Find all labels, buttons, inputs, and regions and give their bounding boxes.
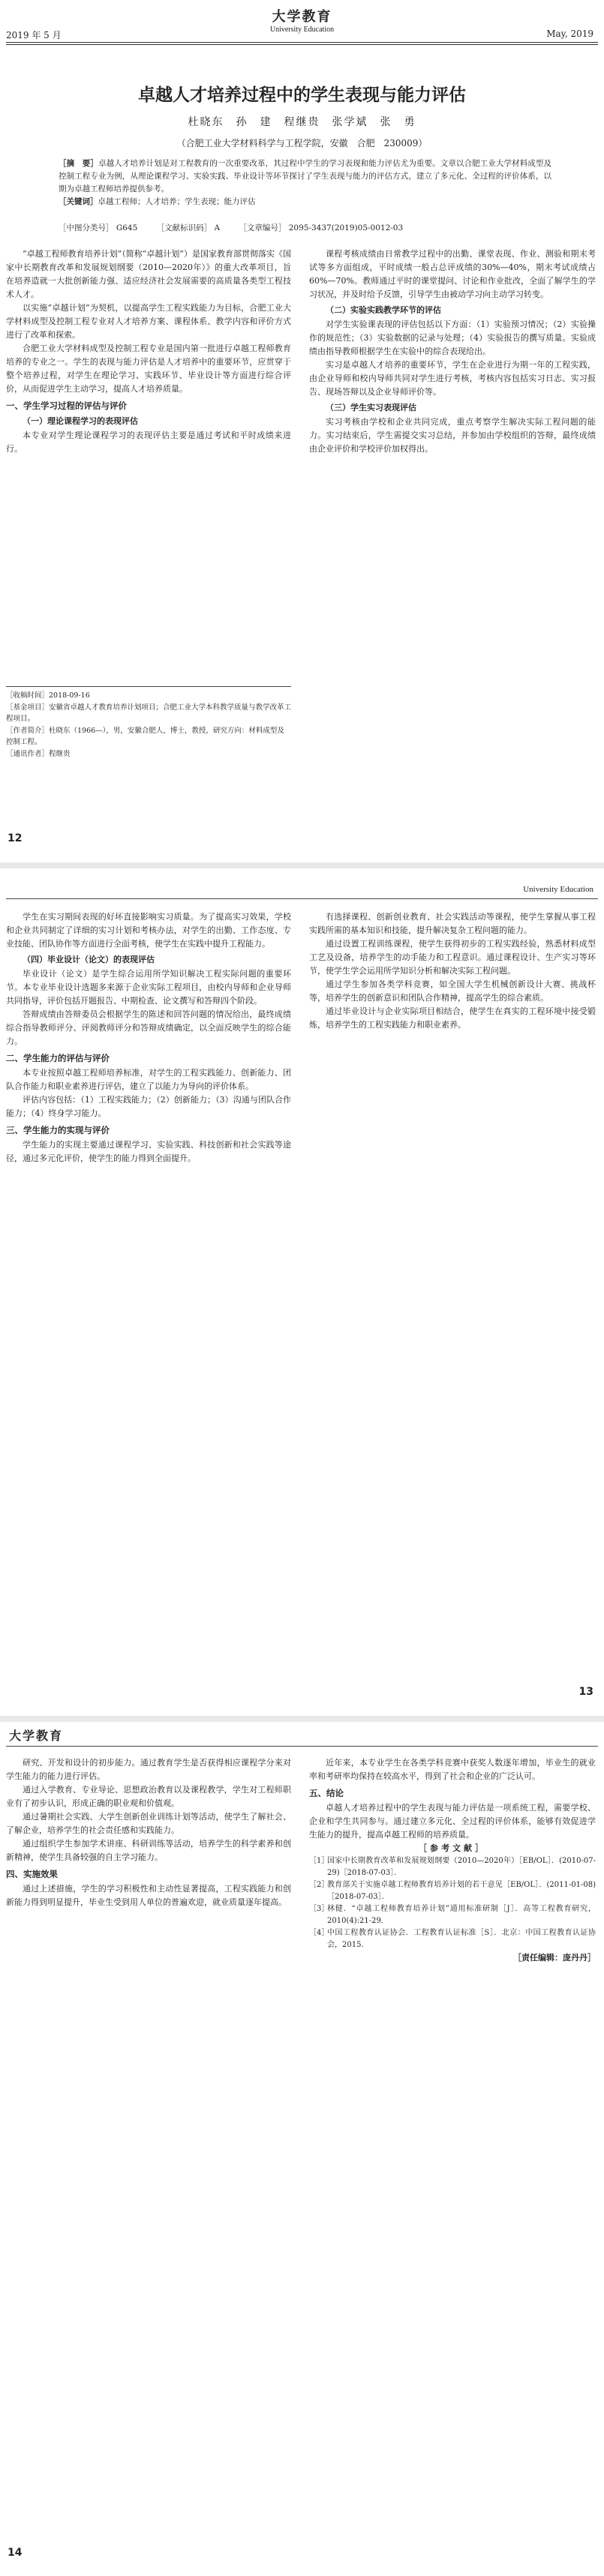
journal-logo: 大学教育 [272,9,332,25]
subsection-heading: （一）理论课程学习的表现评估 [23,416,138,426]
page-number: 14 [8,2547,23,2559]
abstract-text: 卓越人才培养计划是对工程教育的一次重要改革，其过程中学生的学习表现和能力评估尤为重要。文章以合肥工业大学材料成型及控制工程专业为例，从理论课程学习、实验实践、毕业设计等环节探讨了学生表现与能力的评估方式，建立了多元化、全过程的评价体系，以期为卓越工程师培养提供参考。 [59,159,552,193]
paragraph: 有选择课程、创新创业教育、社会实践活动等课程，使学生掌握从事工程实践所需的基本知识和技能，提升解决复杂工程问题的能力。 [309,912,596,935]
paragraph: 通过上述措施，学生的学习积极性和主动性显著提高，工程实践能力和创新能力得到明显提升，毕业生受到用人单位的普遍欢迎，就业质量逐年提高。 [6,1884,291,1907]
page3-left-column [6,1756,291,1909]
received-date: ［收稿时间］2018-09-16 [6,691,90,700]
paragraph: 通过入学教育、专业导论、思想政治教育以及课程教学，学生对工程师职业有了初步认识，形成正确的职业观和价值观。 [6,1785,291,1808]
page-number: 13 [578,1686,593,1698]
paragraph: 答辩成绩由答辩委员会根据学生的陈述和回答问题的情况给出，最终成绩综合指导教师评分、评阅教师评分和答辩成绩确定，以全面反映学生的综合能力。 [6,1009,291,1046]
page-1 [0,0,604,862]
section-heading: 三、学生能力的实现与评价 [6,1125,110,1135]
page2-left-column [6,910,291,1165]
page1-right-column [309,247,596,456]
paragraph: 本专业按照卓越工程师培养标准，对学生的工程实践能力、创新能力、团队合作能力和职业素养进行评估，建立了以能力为导向的评价体系。 [6,1068,291,1091]
section-heading: 二、学生能力的评估与评价 [6,1053,110,1063]
fund-info: ［基金项目］安徽省卓越人才教育培养计划项目；合肥工业大学本科教学质量与教学改革工程项目。 [6,703,292,723]
section-heading: 四、实施效果 [6,1869,58,1879]
page1-left-column [6,247,291,456]
reference-number: ［3］ [309,1905,329,1913]
corresponding-author: ［通讯作者］程继贵 [6,750,71,758]
reference-item [309,1927,596,1951]
clc-number: ［中图分类号］ G645 [59,223,138,232]
page-3 [0,1722,604,2576]
reference-item [309,1879,596,1903]
references-heading: ［参考文献］ [419,1843,486,1853]
paragraph: 通过学生参加各类学科竞赛，如全国大学生机械创新设计大赛、挑战杯等，培养学生的创新意识和团队合作精神，提高学生的综合素质。 [309,979,596,1003]
section-heading: 一、学生学习过程的评估与评价 [6,400,127,411]
header-rule [6,42,598,43]
responsible-editor: ［责任编辑：庞丹丹］ [513,1953,596,1963]
page-2 [0,868,604,1716]
keywords-text: 卓越工程师；人才培养；学生表现；能力评估 [98,197,256,206]
footnote [6,686,291,760]
article-title: 卓越人才培养过程中的学生表现与能力评估 [138,85,466,105]
subsection-heading: （二）实验实践教学环节的评估 [326,305,441,315]
page-header [6,882,598,899]
journal-subtitle: University Education [269,25,335,34]
paragraph: 课程考核成绩由日常教学过程中的出勤、课堂表现、作业、测验和期末考试等多方面组成，平时成绩一般占总评成绩的30%—40%，期末考试成绩占60%—70%。教师通过平时的课堂提问、讨论和作业批改，全面了解学生的学习状况，并及时给予反馈，引导学生由被动学习向主动学习转变。 [309,249,596,299]
reference-text: 中国工程教育认证协会．工程教育认证标准［S］．北京：中国工程教育认证协会，2015． [327,1929,596,1949]
article-number: ［文章编号］ 2095-3437(2019)05-0012-03 [239,223,404,232]
paragraph: 评估内容包括：（1）工程实践能力；（2）创新能力；（3）沟通与团队合作能力；（4）终身学习能力。 [6,1095,291,1118]
paragraph: 本专业对学生理论课程学习的表现评估主要是通过考试和平时成绩来进行。 [6,430,291,454]
page-number: 12 [8,832,23,844]
header-rule [6,1746,598,1747]
paragraph: 学生能力的实现主要通过课程学习、实验实践、科技创新和社会实践等途径，通过多元化评价，使学生的能力得到全面提升。 [6,1140,291,1163]
header-journal-en: University Education [523,885,593,894]
paragraph: 通过组织学生参加学术讲座、科研训练等活动，培养学生的科学素养和创新精神，使学生具备较强的自主学习能力。 [6,1839,291,1862]
paragraph: 毕业设计（论文）是学生综合运用所学知识解决工程实际问题的重要环节。本专业毕业设计选题多来源于企业实际工程项目，由校内导师和企业导师共同指导，评价包括开题报告、中期检查、论文撰写和答辩四个阶段。 [6,969,291,1006]
abstract [59,157,551,208]
reference-text: 国家中长期教育改革和发展规划纲要（2010—2020年）［EB/OL］．(2010-07-29)［2018-07-03］． [327,1857,596,1877]
paragraph: 学生在实习期间表现的好坏直接影响实习质量。为了提高实习效果，学校和企业共同制定了详细的实习计划和考核办法，对学生的出勤、工作态度、专业技能、团队协作等方面进行全面考核，使学生在实践中提升工程能力。 [6,912,291,949]
paragraph: 卓越人才培养过程中的学生表现与能力评估是一项系统工程，需要学校、企业和学生共同参与。通过建立多元化、全过程的评价体系，能够有效促进学生能力的提升，提高卓越工程师的培养质量。 [309,1803,596,1840]
header-date-en: May, 2019 [546,28,593,39]
reference-item [309,1903,596,1927]
article-authors: 杜晓东 孙 建 程继贵 张学斌 张 勇 [188,116,416,128]
paragraph: 合肥工业大学材料成型及控制工程专业是国内第一批进行卓越工程师教育培养的专业之一。学生的表现与能力评估是人才培养中的重要环节，应贯穿于整个培养过程，对学生在理论学习、实践环节、毕业设计等方面进行综合评价，从而促进学生主动学习，提高人才培养质量。 [6,343,291,394]
article-affiliation: （合肥工业大学材料科学与工程学院，安徽 合肥 230009） [176,138,428,148]
journal-logo: 大学教育 [9,1729,64,1743]
reference-text: 教育部关于实施卓越工程师教育培养计划的若干意见［EB/OL］．(2011-01-08)［2018-07-03］． [327,1881,596,1901]
author-bio: ［作者简介］杜晓东（1966—），男，安徽合肥人，博士，教授，研究方向：材料成型及控制工程。 [6,727,284,746]
paragraph: 对学生实验课表现的评估包括以下方面：（1）实验预习情况；（2）实验操作的规范性；（3）实验数据的记录与处理；（4）实验报告的撰写质量。实验成绩由指导教师根据学生在实验中的综合表现给出。 [309,319,596,356]
reference-number: ［2］ [309,1881,329,1889]
page-header [0,0,604,45]
paragraph: 实习考核由学校和企业共同完成，重点考察学生解决实际工程问题的能力。实习结束后，学生需提交实习总结，并参加由学校组织的答辩，最终成绩由企业评价和学校评价加权得出。 [309,417,596,454]
paragraph: 通过暑期社会实践、大学生创新创业训练计划等活动，使学生了解社会、了解企业，培养学生的社会责任感和实践能力。 [6,1812,291,1835]
reference-item [309,1855,596,1879]
reference-number: ［1］ [309,1857,329,1865]
paragraph: 通过设置工程训练课程，使学生获得初步的工程实践经验，熟悉材料成型工艺及设备，培养学生的动手能力和工程意识。通过课程设计、生产实习等环节，使学生学会运用所学知识分析和解决实际工程问题。 [309,939,596,976]
abstract-label: ［摘 要］ [59,159,98,168]
subsection-heading: （四）毕业设计（论文）的表现评估 [23,955,155,964]
paragraph: 近年来，本专业学生在各类学科竞赛中获奖人数逐年增加，毕业生的就业率和考研率均保持在较高水平，得到了社会和企业的广泛认可。 [309,1758,596,1781]
page3-right-column [309,1756,596,1965]
page2-right-column [309,910,596,1032]
reference-number: ［4］ [309,1929,329,1937]
header-rule-thin [6,44,598,45]
paragraph: 通过毕业设计与企业实际项目相结合，使学生在真实的工程环境中接受锻炼，培养学生的工程实践能力和职业素养。 [309,1006,596,1030]
paragraph: 实习是卓越人才培养的重要环节，学生在企业进行为期一年的工程实践，由企业导师和校内导师共同对学生进行考核，考核内容包括实习日志、实习报告、现场答辩以及企业导师评价等。 [309,360,596,397]
section-heading: 五、结论 [309,1788,344,1798]
paragraph: 以实施“卓越计划”为契机，以提高学生工程实践能力为目标，合肥工业大学材料成型及控制工程专业对人才培养方案、课程体系、教学内容和评价方式进行了改革和探索。 [6,303,291,340]
paragraph: “卓越工程师教育培养计划”（简称“卓越计划”）是国家教育部贯彻落实《国家中长期教育改革和发展规划纲要（2010—2020年）》的重大改革项目，旨在培养造就一大批创新能力强、适应经济社会发展需要的高质量各类型工程技术人才。 [6,249,291,299]
document-code: ［文献标识码］ A [156,223,221,232]
subsection-heading: （三）学生实习表现评估 [326,403,416,412]
keywords-label: ［关键词］ [59,197,98,206]
reference-text: 林健．“卓越工程师教育培养计划”通用标准研制［J］．高等工程教育研究，2010(4):21-29． [327,1905,596,1925]
header-date: 2019 年 5 月 [6,30,62,40]
paragraph: 研究、开发和设计的初步能力。通过教育学生是否获得相应课程学分来对学生能力的能力进行评估。 [6,1758,291,1781]
classification-row [59,222,419,233]
